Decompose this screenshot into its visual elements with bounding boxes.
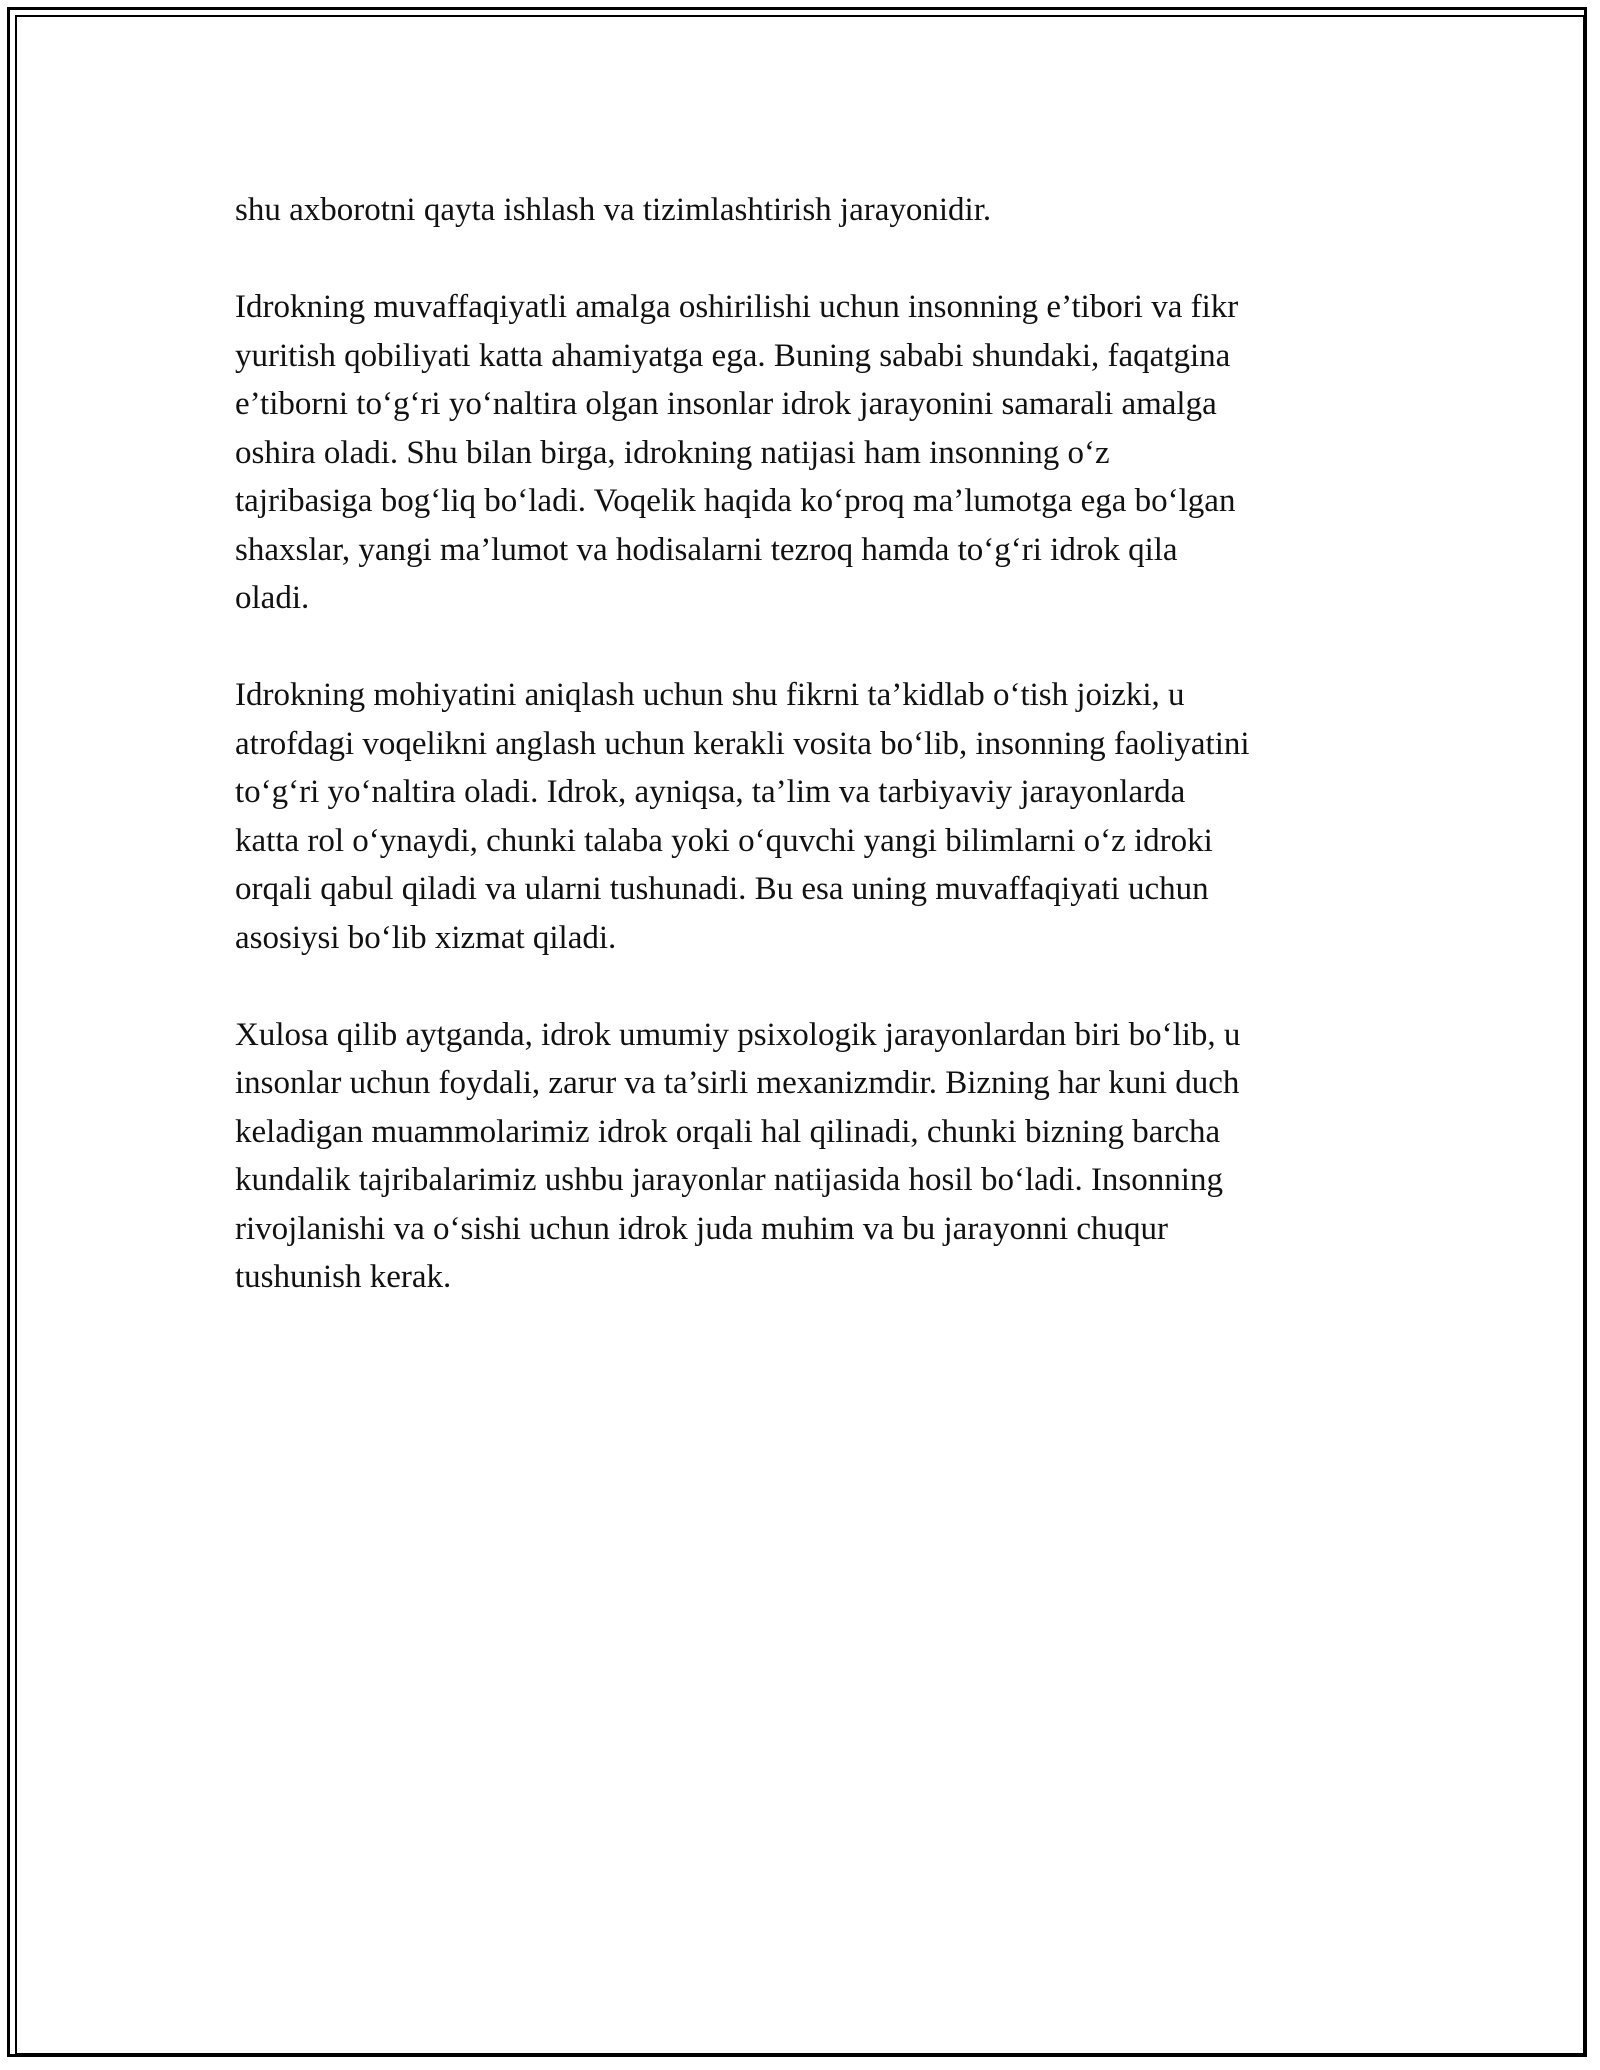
text-line: tushunish kerak. [235, 1259, 452, 1295]
text-line: insonlar uchun foydali, zarur va ta’sirli mexanizmdir. Bizning har kuni duch [235, 1065, 1240, 1101]
paragraph-1 [235, 186, 1365, 235]
text-line: oladi. [235, 580, 310, 616]
text-line: to‘g‘ri yo‘naltira oladi. Idrok, ayniqsa, ta’lim va tarbiyaviy jarayonlarda [235, 774, 1186, 810]
text-line: kundalik tajribalarimiz ushbu jarayonlar natijasida hosil bo‘ladi. Insonning [235, 1162, 1223, 1198]
text-line: Idrokning mohiyatini aniqlash uchun shu fikrni ta’kidlab o‘tish joizki, u [235, 677, 1185, 713]
text-line: Xulosa qilib aytganda, idrok umumiy psixologik jarayonlardan biri bo‘lib, u [235, 1016, 1241, 1053]
paragraph-4 [235, 1011, 1365, 1302]
text-line: asosiysi bo‘lib xizmat qiladi. [235, 919, 617, 956]
text-line: shaxslar, yangi ma’lumot va hodisalarni tezroq hamda to‘g‘ri idrok qila [235, 531, 1178, 568]
text-line: keladigan muammolarimiz idrok orqali hal qilinadi, chunki bizning barcha [235, 1113, 1221, 1150]
text-line: oshira oladi. Shu bilan birga, idrokning natijasi ham insonning o‘z [235, 434, 1110, 471]
text-line: e’tiborni to‘g‘ri yo‘naltira olgan insonlar idrok jarayonini samarali amalga [235, 386, 1217, 422]
paragraph-3 [235, 671, 1365, 962]
text-line: atrofdagi voqelikni anglash uchun kerakli vosita bo‘lib, insonning faoliyatini [235, 725, 1250, 762]
text-line: Idrokning muvaffaqiyatli amalga oshirilishi uchun insonning e’tibori va fikr [235, 289, 1239, 325]
text-line: shu axborotni qayta ishlash va tizimlashtirish jarayonidir. [235, 192, 992, 228]
text-line: rivojlanishi va o‘sishi uchun idrok juda muhim va bu jarayonni chuqur [235, 1210, 1169, 1247]
text-line: tajribasiga bog‘liq bo‘ladi. Voqelik haqida ko‘proq ma’lumotga ega bo‘lgan [235, 483, 1236, 519]
text-line: orqali qabul qiladi va ularni tushunadi. Bu esa uning muvaffaqiyati uchun [235, 871, 1209, 907]
paragraph-2 [235, 283, 1365, 623]
document-body [235, 186, 1365, 1350]
text-line: yuritish qobiliyati katta ahamiyatga ega. Buning sababi shundaki, faqatgina [235, 337, 1231, 374]
text-line: katta rol o‘ynaydi, chunki talaba yoki o‘quvchi yangi bilimlarni o‘z idroki [235, 822, 1213, 859]
